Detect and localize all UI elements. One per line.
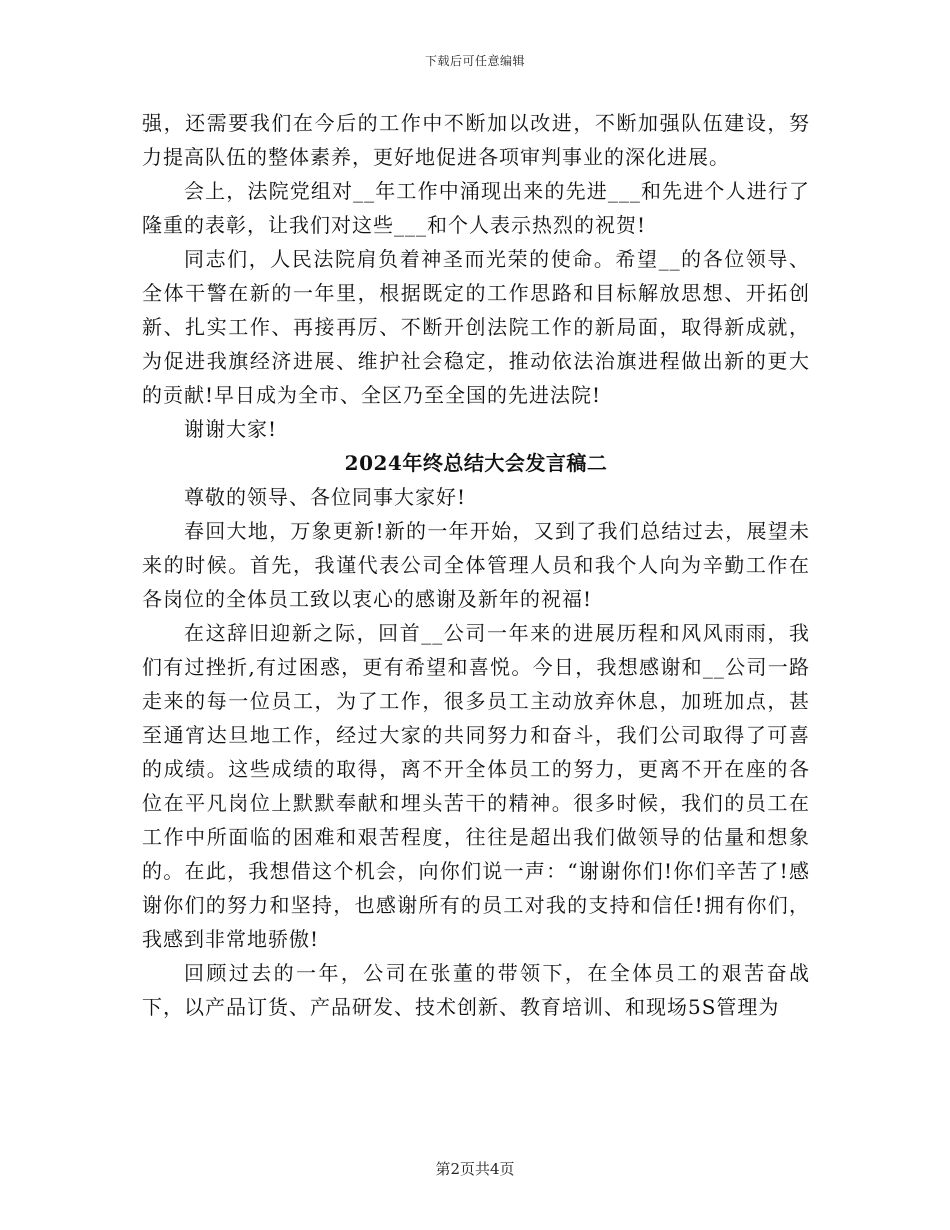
paragraph-continuation: 强，还需要我们在今后的工作中不断加以改进，不断加强队伍建设，努力提高队伍的整体素养，更好地促进各项审判事业的深化进展。 [142,111,810,169]
paragraph-review: 在这辞旧迎新之际，回首__公司一年来的进展历程和风风雨雨，我们有过挫折,有过困惑，更有希望和喜悦。今日，我想感谢和__公司一路走来的每一位员工，为了工作，很多员工主动放弃休息，加班加点，甚至通宵达旦地工作，经过大家的共同努力和奋斗，我们公司取得了可喜的成绩。这些成绩的取得，离不开全体员工的努力，更离不开在座的各位在平凡岗位上默默奉献和埋头苦干的精神。很多时候，我们的员工在工作中所面临的困难和艰苦程度，往往是超出我们做领导的估量和想象的。在此，我想借这个机会，向你们说一声：“谢谢你们!你们辛苦了!感谢你们的努力和坚持，也感谢所有的员工对我的支持和信任!拥有你们，我感到非常地骄傲! [142,621,810,951]
page-header: 下载后可任意编辑 [424,54,525,68]
paragraph-opening: 春回大地，万象更新!新的一年开始，又到了我们总结过去，展望未来的时候。首先，我谨代表公司全体管理人员和我个人向为辛勤工作在各岗位的全体员工致以衷心的感谢及新年的祝福! [142,519,810,611]
paragraph-mission: 同志们，人民法院肩负着神圣而光荣的使命。希望__的各位领导、全体干警在新的一年里，根据既定的工作思路和目标解放思想、开拓创新、扎实工作、再接再厉、不断开创法院工作的新局面，取得新成就，为促进我旗经济进展、维护社会稳定，推动依法治旗进程做出新的更大的贡献!早日成为全市、全区乃至全国的先进法院! [142,247,810,407]
paragraph-retrospect: 回顾过去的一年，公司在张董的带领下，在全体员工的艰苦奋战下，以产品订货、产品研发、技术创新、教育培训、和现场5S管理为 [142,961,810,1019]
paragraph-thanks: 谢谢大家! [184,417,278,441]
section-title: 2024年终总结大会发言稿二 [344,451,608,475]
paragraph-commendation: 会上，法院党组对__年工作中涌现出来的先进___和先进个人进行了隆重的表彰，让我们对这些___和个人表示热烈的祝贺! [142,179,810,237]
page-number: 第2页共4页 [435,1160,515,1178]
paragraph-greeting: 尊敬的领导、各位同事大家好! [184,485,467,509]
document-body [142,106,810,1024]
